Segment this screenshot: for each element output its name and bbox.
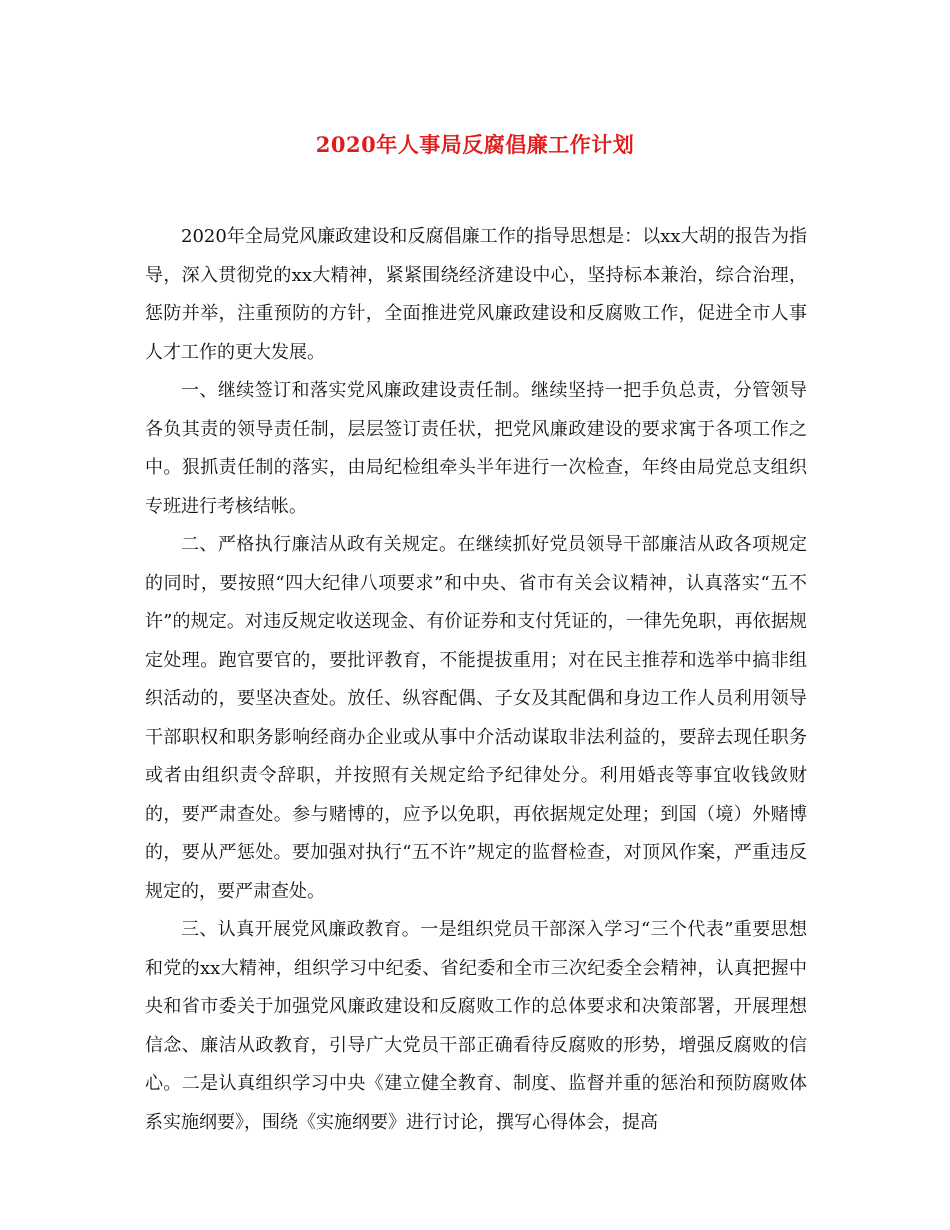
section-one-paragraph: 一、继续签订和落实党风廉政建设责任制。继续坚持一把手负总责，分管领导各负其责的领导责任制，层层签订责任状，把党风廉政建设的要求寓于各项工作之中。狠抓责任制的落实，由局纪检组牵头半年进行一次检查，年终由局党总支组织专班进行考核结帐。 <box>145 380 807 517</box>
section-three-paragraph: 三、认真开展党风廉政教育。一是组织党员干部深入学习“三个代表”重要思想和党的xx大精神，组织学习中纪委、省纪委和全市三次纪委全会精神，认真把握中央和省市委关于加强党风廉政建设和反腐败工作的总体要求和决策部署，开展理想信念、廉洁从政教育，引导广大党员干部正确看待反腐败的形势，增强反腐败的信心。二是认真组织学习中央《建立健全教育、制度、监督并重的惩治和预防腐败体系实施纲要》，围绕《实施纲要》进行讨论，撰写心得体会，提高 <box>145 919 807 1133</box>
intro-paragraph: 2020年全局党风廉政建设和反腐倡廉工作的指导思想是：以xx大胡的报告为指导，深入贯彻党的xx大精神，紧紧围绕经济建设中心，坚持标本兼治，综合治理，惩防并举，注重预防的方针，全面推进党风廉政建设和反腐败工作，促进全市人事人才工作的更大发展。 <box>145 226 807 363</box>
document-title: 2020年人事局反腐倡廉工作计划 <box>315 132 635 157</box>
document-body <box>145 218 807 1142</box>
section-two-paragraph: 二、严格执行廉洁从政有关规定。在继续抓好党员领导干部廉洁从政各项规定的同时，要按照“四大纪律八项要求”和中央、省市有关会议精神，认真落实“五不许”的规定。对违反规定收送现金、有价证券和支付凭证的，一律先免职，再依据规定处理。跑官要官的，要批评教育，不能提拔重用；对在民主推荐和选举中搞非组织活动的，要坚决查处。放任、纵容配偶、子女及其配偶和身边工作人员利用领导干部职权和职务影响经商办企业或从事中介活动谋取非法利益的，要辞去现任职务或者由组织责令辞职，并按照有关规定给予纪律处分。利用婚丧等事宜收钱敛财的，要严肃查处。参与赌博的，应予以免职，再依据规定处理；到国（境）外赌博的，要从严惩处。要加强对执行“五不许”规定的监督检查，对顶风作案，严重违反规定的，要严肃查处。 <box>145 534 807 902</box>
